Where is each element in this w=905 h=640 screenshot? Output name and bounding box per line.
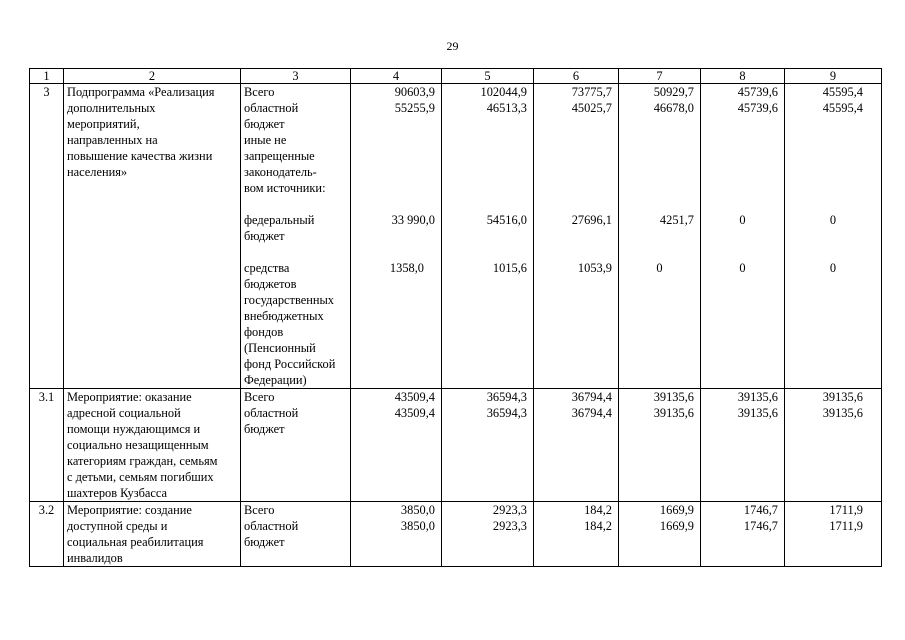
value-cell: 1015,6 bbox=[492, 261, 527, 275]
value-column-9 bbox=[785, 84, 882, 389]
source-label: средства bbox=[244, 261, 290, 275]
value-column-8 bbox=[701, 502, 785, 567]
value-column-5 bbox=[442, 502, 534, 567]
program-name bbox=[64, 389, 241, 502]
program-name bbox=[64, 84, 241, 389]
source-label: внебюджетных bbox=[244, 309, 324, 323]
value-column-6 bbox=[534, 389, 619, 502]
header-cell-9: 9 bbox=[785, 69, 882, 84]
header-cell-7: 7 bbox=[619, 69, 701, 84]
value-cell: 0 bbox=[739, 261, 746, 275]
value-cell: 45595,4 bbox=[822, 85, 863, 99]
name-line: направленных на bbox=[67, 133, 158, 147]
value-cell: 39135,6 bbox=[737, 390, 778, 404]
source-label: Всего bbox=[244, 503, 275, 517]
value-cell: 90603,9 bbox=[394, 85, 435, 99]
value-cell: 54516,0 bbox=[486, 213, 527, 227]
row-number: 3 bbox=[30, 84, 64, 389]
value-cell: 0 bbox=[739, 213, 746, 227]
source-label: Всего bbox=[244, 85, 275, 99]
name-line: с детьми, семьям погибших bbox=[67, 470, 214, 484]
source-label: бюджет bbox=[244, 422, 285, 436]
table-row bbox=[30, 84, 882, 389]
name-line: адресной социальной bbox=[67, 406, 181, 420]
value-column-4 bbox=[351, 84, 442, 389]
source-label: вом источники: bbox=[244, 181, 326, 195]
value-cell: 73775,7 bbox=[571, 85, 612, 99]
name-line: Мероприятие: создание bbox=[67, 503, 192, 517]
value-cell: 43509,4 bbox=[394, 406, 435, 420]
header-cell-8: 8 bbox=[701, 69, 785, 84]
budget-table bbox=[29, 68, 882, 567]
value-cell: 45595,4 bbox=[822, 101, 863, 115]
value-cell: 2923,3 bbox=[492, 519, 527, 533]
value-cell: 1669,9 bbox=[659, 503, 694, 517]
row-number: 3.2 bbox=[30, 502, 64, 567]
source-label: областной bbox=[244, 406, 299, 420]
name-line: Мероприятие: оказание bbox=[67, 390, 192, 404]
name-line: шахтеров Кузбасса bbox=[67, 486, 168, 500]
name-line: инвалидов bbox=[67, 551, 123, 565]
value-cell: 45739,6 bbox=[737, 85, 778, 99]
row-number: 3.1 bbox=[30, 389, 64, 502]
header-row bbox=[30, 69, 882, 84]
value-cell: 43509,4 bbox=[394, 390, 435, 404]
name-line: Подпрограмма «Реализация bbox=[67, 85, 215, 99]
value-column-5 bbox=[442, 389, 534, 502]
page-number: 29 bbox=[446, 39, 459, 53]
source-label: законодатель- bbox=[244, 165, 317, 179]
funding-sources bbox=[241, 84, 351, 389]
value-cell: 39135,6 bbox=[822, 406, 863, 420]
header-cell-4: 4 bbox=[351, 69, 442, 84]
funding-sources bbox=[241, 502, 351, 567]
value-cell: 3850,0 bbox=[400, 503, 435, 517]
value-column-7 bbox=[619, 502, 701, 567]
value-cell: 3850,0 bbox=[400, 519, 435, 533]
value-cell: 39135,6 bbox=[653, 406, 694, 420]
header-cell-6: 6 bbox=[534, 69, 619, 84]
header-cell-2: 2 bbox=[64, 69, 241, 84]
name-line: дополнительных bbox=[67, 101, 156, 115]
name-line: помощи нуждающимся и bbox=[67, 422, 201, 436]
value-cell: 45025,7 bbox=[571, 101, 612, 115]
source-label: областной bbox=[244, 519, 299, 533]
source-label: бюджет bbox=[244, 229, 285, 243]
value-cell: 1711,9 bbox=[829, 519, 863, 533]
source-label: фондов bbox=[244, 325, 284, 339]
source-label: (Пенсионный bbox=[244, 341, 316, 355]
value-cell: 36794,4 bbox=[571, 406, 612, 420]
value-cell: 1711,9 bbox=[829, 503, 863, 517]
source-label: областной bbox=[244, 101, 299, 115]
value-cell: 39135,6 bbox=[822, 390, 863, 404]
source-label: бюджет bbox=[244, 117, 285, 131]
value-column-4 bbox=[351, 502, 442, 567]
value-cell: 102044,9 bbox=[480, 85, 527, 99]
value-cell: 45739,6 bbox=[737, 101, 778, 115]
value-column-9 bbox=[785, 389, 882, 502]
value-cell: 33 990,0 bbox=[391, 213, 435, 227]
value-column-6 bbox=[534, 84, 619, 389]
header-cell-5: 5 bbox=[442, 69, 534, 84]
value-column-8 bbox=[701, 84, 785, 389]
source-label: бюджетов bbox=[244, 277, 297, 291]
source-label: Федерации) bbox=[244, 373, 307, 387]
value-cell: 36594,3 bbox=[486, 390, 527, 404]
name-line: социально незащищенным bbox=[67, 438, 209, 452]
value-cell: 27696,1 bbox=[571, 213, 612, 227]
value-cell: 2923,3 bbox=[492, 503, 527, 517]
value-column-7 bbox=[619, 389, 701, 502]
value-cell: 39135,6 bbox=[653, 390, 694, 404]
value-column-4 bbox=[351, 389, 442, 502]
value-cell: 184,2 bbox=[584, 519, 612, 533]
header-cell-1: 1 bbox=[30, 69, 64, 84]
value-cell: 46678,0 bbox=[653, 101, 694, 115]
name-line: населения» bbox=[67, 165, 128, 179]
value-cell: 1053,9 bbox=[577, 261, 612, 275]
value-column-7 bbox=[619, 84, 701, 389]
name-line: мероприятий, bbox=[67, 117, 140, 131]
value-cell: 36794,4 bbox=[571, 390, 612, 404]
value-cell: 1358,0 bbox=[389, 261, 424, 275]
value-cell: 0 bbox=[829, 261, 837, 275]
source-label: государственных bbox=[244, 293, 335, 307]
value-column-9 bbox=[785, 502, 882, 567]
value-cell: 184,2 bbox=[584, 503, 612, 517]
value-column-6 bbox=[534, 502, 619, 567]
value-cell: 4251,7 bbox=[659, 213, 694, 227]
value-cell: 46513,3 bbox=[486, 101, 527, 115]
table-row bbox=[30, 502, 882, 567]
name-line: категориям граждан, семьям bbox=[67, 454, 218, 468]
funding-sources bbox=[241, 389, 351, 502]
value-cell: 1746,7 bbox=[743, 519, 778, 533]
table-row bbox=[30, 389, 882, 502]
value-cell: 0 bbox=[829, 213, 837, 227]
value-cell: 39135,6 bbox=[737, 406, 778, 420]
value-cell: 1746,7 bbox=[743, 503, 778, 517]
value-cell: 1669,9 bbox=[659, 519, 694, 533]
value-cell: 0 bbox=[656, 261, 663, 275]
value-column-5 bbox=[442, 84, 534, 389]
source-label: бюджет bbox=[244, 535, 285, 549]
value-cell: 55255,9 bbox=[394, 101, 435, 115]
name-line: доступной среды и bbox=[67, 519, 168, 533]
source-label: запрещенные bbox=[244, 149, 315, 163]
value-column-8 bbox=[701, 389, 785, 502]
value-cell: 50929,7 bbox=[653, 85, 694, 99]
source-label: иные не bbox=[244, 133, 287, 147]
source-label: фонд Российской bbox=[244, 357, 336, 371]
name-line: повышение качества жизни bbox=[67, 149, 213, 163]
source-label: федеральный bbox=[244, 213, 315, 227]
program-name bbox=[64, 502, 241, 567]
value-cell: 36594,3 bbox=[486, 406, 527, 420]
name-line: социальная реабилитация bbox=[67, 535, 204, 549]
source-label: Всего bbox=[244, 390, 275, 404]
header-cell-3: 3 bbox=[241, 69, 351, 84]
